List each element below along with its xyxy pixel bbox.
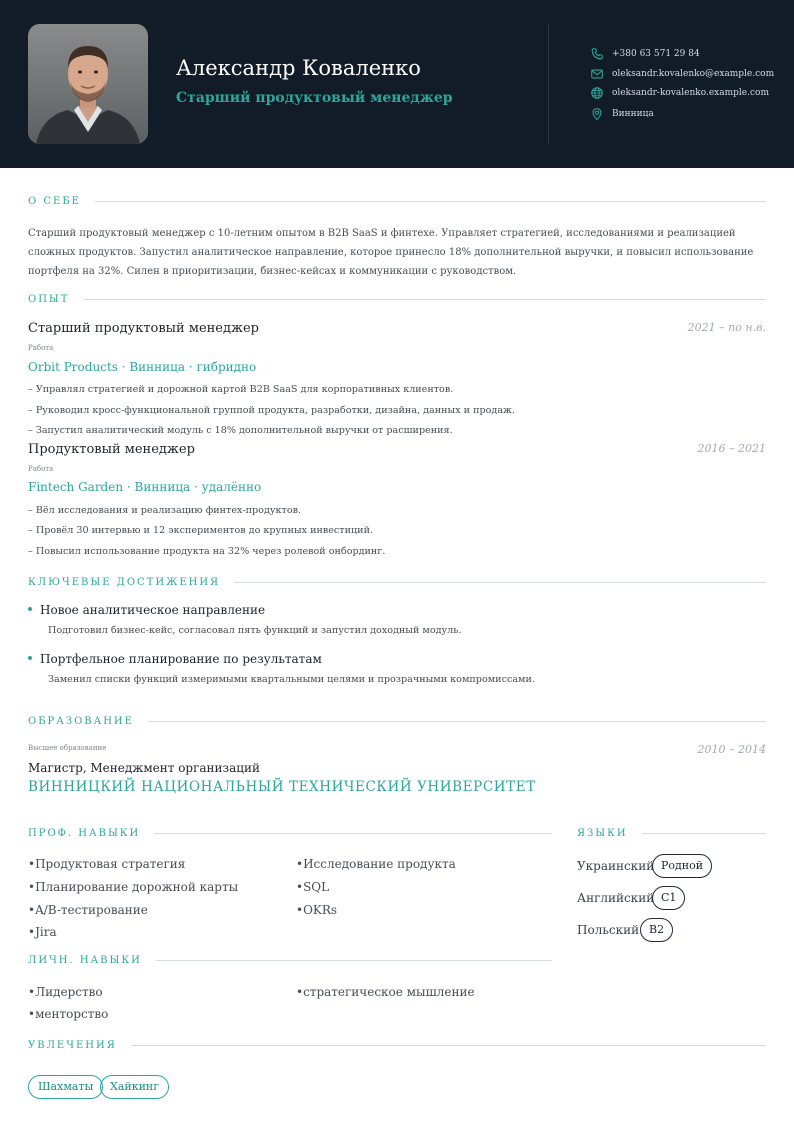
job-bullet: – Управлял стратегией и дорожной картой B2B SaaS для корпоративных клиентов. — [28, 384, 454, 395]
section-achievements-heading — [28, 577, 766, 588]
job-bullet: – Запустил аналитический модуль с 18% дополнительной выручки от расширения. — [28, 425, 453, 436]
job-company: Fintech Garden · Винница · удалённо — [28, 480, 262, 494]
section-label: О СЕБЕ — [28, 196, 81, 207]
language-level-badge: C1 — [652, 886, 685, 910]
mail-icon — [590, 67, 604, 81]
section-label: ОПЫТ — [28, 294, 70, 305]
job-type: Работа — [28, 344, 54, 352]
personal-skill-item: •менторство — [28, 1007, 109, 1021]
education-period: 2010 – 2014 — [697, 743, 766, 756]
language-name: Польский — [577, 923, 640, 937]
section-rule — [131, 1045, 766, 1046]
prof-skill-item: •OKRs — [296, 903, 338, 917]
language-name: Украинский — [577, 859, 655, 873]
achievement-title: Новое аналитическое направление — [40, 603, 266, 617]
education-type: Высшее образование — [28, 744, 107, 752]
globe-icon — [590, 86, 604, 100]
hobby-tag: Шахматы — [28, 1075, 103, 1099]
section-rule — [154, 833, 552, 834]
profile-photo-image — [28, 24, 148, 144]
candidate-name: Александр Коваленко — [176, 56, 421, 80]
section-experience-heading — [28, 294, 766, 305]
job-bullet: – Вёл исследования и реализацию финтех-продуктов. — [28, 505, 302, 516]
job-bullet: – Руководил кросс-функциональной группой продукта, разработки, дизайна, данных и продаж. — [28, 405, 515, 416]
section-about-heading — [28, 196, 766, 207]
prof-skill-item: •Jira — [28, 925, 57, 939]
location-pin-icon — [590, 107, 604, 121]
section-label: УВЛЕЧЕНИЯ — [28, 1040, 117, 1051]
achievement-bullet-icon — [28, 656, 32, 660]
resume-header — [0, 0, 794, 168]
prof-skill-item: •SQL — [296, 880, 330, 894]
header-divider — [548, 24, 549, 144]
job-period: 2016 – 2021 — [697, 442, 766, 455]
section-label: ЛИЧН. НАВЫКИ — [28, 955, 142, 966]
phone-text: +380 63 571 29 84 — [612, 49, 700, 59]
job-bullet: – Повысил использование продукта на 32% через ролевой онбординг. — [28, 546, 386, 557]
personal-skill-item: •Лидерство — [28, 985, 103, 999]
candidate-title: Старший продуктовый менеджер — [176, 90, 453, 106]
section-personal-skills-heading — [28, 955, 552, 966]
achievement-description: Подготовил бизнес-кейс, согласовал пять функций и запустил доходный модуль. — [48, 625, 462, 636]
section-label: КЛЮЧЕВЫЕ ДОСТИЖЕНИЯ — [28, 577, 221, 588]
section-rule — [642, 833, 766, 834]
contact-location — [590, 107, 790, 121]
job-company: Orbit Products · Винница · гибридно — [28, 360, 257, 374]
language-level-badge: B2 — [640, 918, 673, 942]
language-level-badge: Родной — [652, 854, 712, 878]
section-rule — [148, 721, 766, 722]
section-rule — [234, 582, 766, 583]
section-rule — [83, 299, 766, 300]
prof-skill-item: •Продуктовая стратегия — [28, 857, 186, 871]
section-rule — [95, 201, 766, 202]
prof-skill-item: •A/B-тестирование — [28, 903, 148, 917]
language-name: Английский — [577, 891, 655, 905]
prof-skill-item: •Исследование продукта — [296, 857, 456, 871]
achievement-description: Заменил списки функций измеримыми квартальными целями и прозрачными компромиссами. — [48, 674, 535, 685]
location-text: Винница — [612, 109, 654, 119]
contact-phone — [590, 47, 790, 61]
education-school: ВИННИЦКИЙ НАЦИОНАЛЬНЫЙ ТЕХНИЧЕСКИЙ УНИВЕРСИТЕТ — [28, 779, 536, 795]
profile-photo — [28, 24, 148, 144]
job-role: Старший продуктовый менеджер — [28, 321, 259, 336]
hobby-tag: Хайкинг — [100, 1075, 169, 1099]
personal-skill-item: •стратегическое мышление — [296, 985, 475, 999]
achievement-bullet-icon — [28, 607, 32, 611]
prof-skill-item: •Планирование дорожной карты — [28, 880, 239, 894]
about-text: Старший продуктовый менеджер с 10-летним опытом в B2B SaaS и финтехе. Управляет стратегией, исследованиями и реализацией сложных продуктов. Запустил аналитическое направление, которое принесло 18% дополнительной выручки, и повысил использование портфеля на 32%. Силен в приоритизации, бизнес-кейсах и коммуникации с руководством. — [28, 228, 754, 277]
section-education-heading — [28, 716, 766, 727]
section-rule — [156, 960, 552, 961]
contact-website — [590, 86, 790, 100]
email-text: oleksandr.kovalenko@example.com — [612, 69, 775, 79]
section-hobbies-heading — [28, 1040, 766, 1051]
section-languages-heading — [577, 828, 766, 839]
section-label: ОБРАЗОВАНИЕ — [28, 716, 134, 727]
contact-email — [590, 67, 790, 81]
section-prof-skills-heading — [28, 828, 552, 839]
job-bullet: – Провёл 30 интервью и 12 экспериментов до крупных инвестиций. — [28, 525, 374, 536]
job-type: Работа — [28, 465, 54, 473]
section-label: ПРОФ. НАВЫКИ — [28, 828, 141, 839]
achievement-title: Портфельное планирование по результатам — [40, 652, 322, 666]
education-degree: Магистр, Менеджмент организаций — [28, 761, 260, 775]
job-role: Продуктовый менеджер — [28, 442, 195, 457]
website-text: oleksandr-kovalenko.example.com — [612, 88, 769, 98]
section-label: ЯЗЫКИ — [577, 828, 628, 839]
phone-icon — [590, 47, 604, 61]
job-period: 2021 – по н.в. — [687, 321, 766, 334]
